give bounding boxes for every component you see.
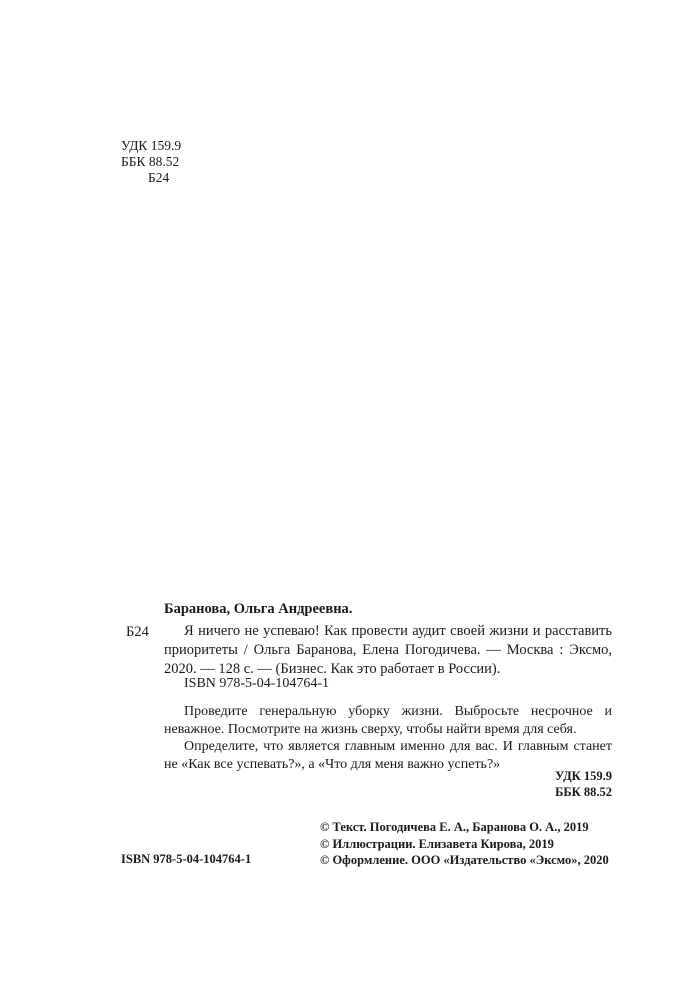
catalog-annotation xyxy=(164,703,612,773)
udk-code: УДК 159.9 xyxy=(121,138,182,153)
footer-isbn: ISBN 978-5-04-104764-1 xyxy=(121,852,252,866)
copyright-block xyxy=(320,819,609,869)
catalog-author: Баранова, Ольга Андреевна. xyxy=(164,601,353,617)
bibliographic-description: Я ничего не успеваю! Как провести аудит своей жизни и расставить приоритеты / Ольга Баранова, Елена Погодичева. — Москва : Эксмо, 2020. — 128 с. — (Бизнес. Как это работает в России). xyxy=(164,623,612,677)
copyright-text: © Текст. Погодичева Е. А., Баранова О. А., 2019 xyxy=(320,820,589,834)
copyright-illustrations: © Иллюстрации. Елизавета Кирова, 2019 xyxy=(320,836,554,851)
catalog-udk: УДК 159.9 xyxy=(555,769,612,783)
annotation-paragraph: Проведите генеральную уборку жизни. Выбросьте несрочное и неважное. Посмотрите на жизнь сверху, чтобы найти время для себя. xyxy=(164,704,612,737)
catalog-bbk: ББК 88.52 xyxy=(555,785,612,799)
header-classification-codes xyxy=(121,138,181,186)
annotation-paragraph: Определите, что является главным именно для вас. И главным станет не «Как все успевать?», а «Что для меня важно успеть?» xyxy=(164,739,612,772)
catalog-isbn: ISBN 978-5-04-104764-1 xyxy=(184,676,330,691)
author-mark: Б24 xyxy=(148,170,170,185)
catalog-classification-codes xyxy=(555,768,612,800)
copyright-design: © Оформление. ООО «Издательство «Эксмо», 2020 xyxy=(320,853,609,867)
catalog-description xyxy=(164,622,612,679)
catalog-author-mark: Б24 xyxy=(126,624,149,640)
bbk-code: ББК 88.52 xyxy=(121,154,180,169)
